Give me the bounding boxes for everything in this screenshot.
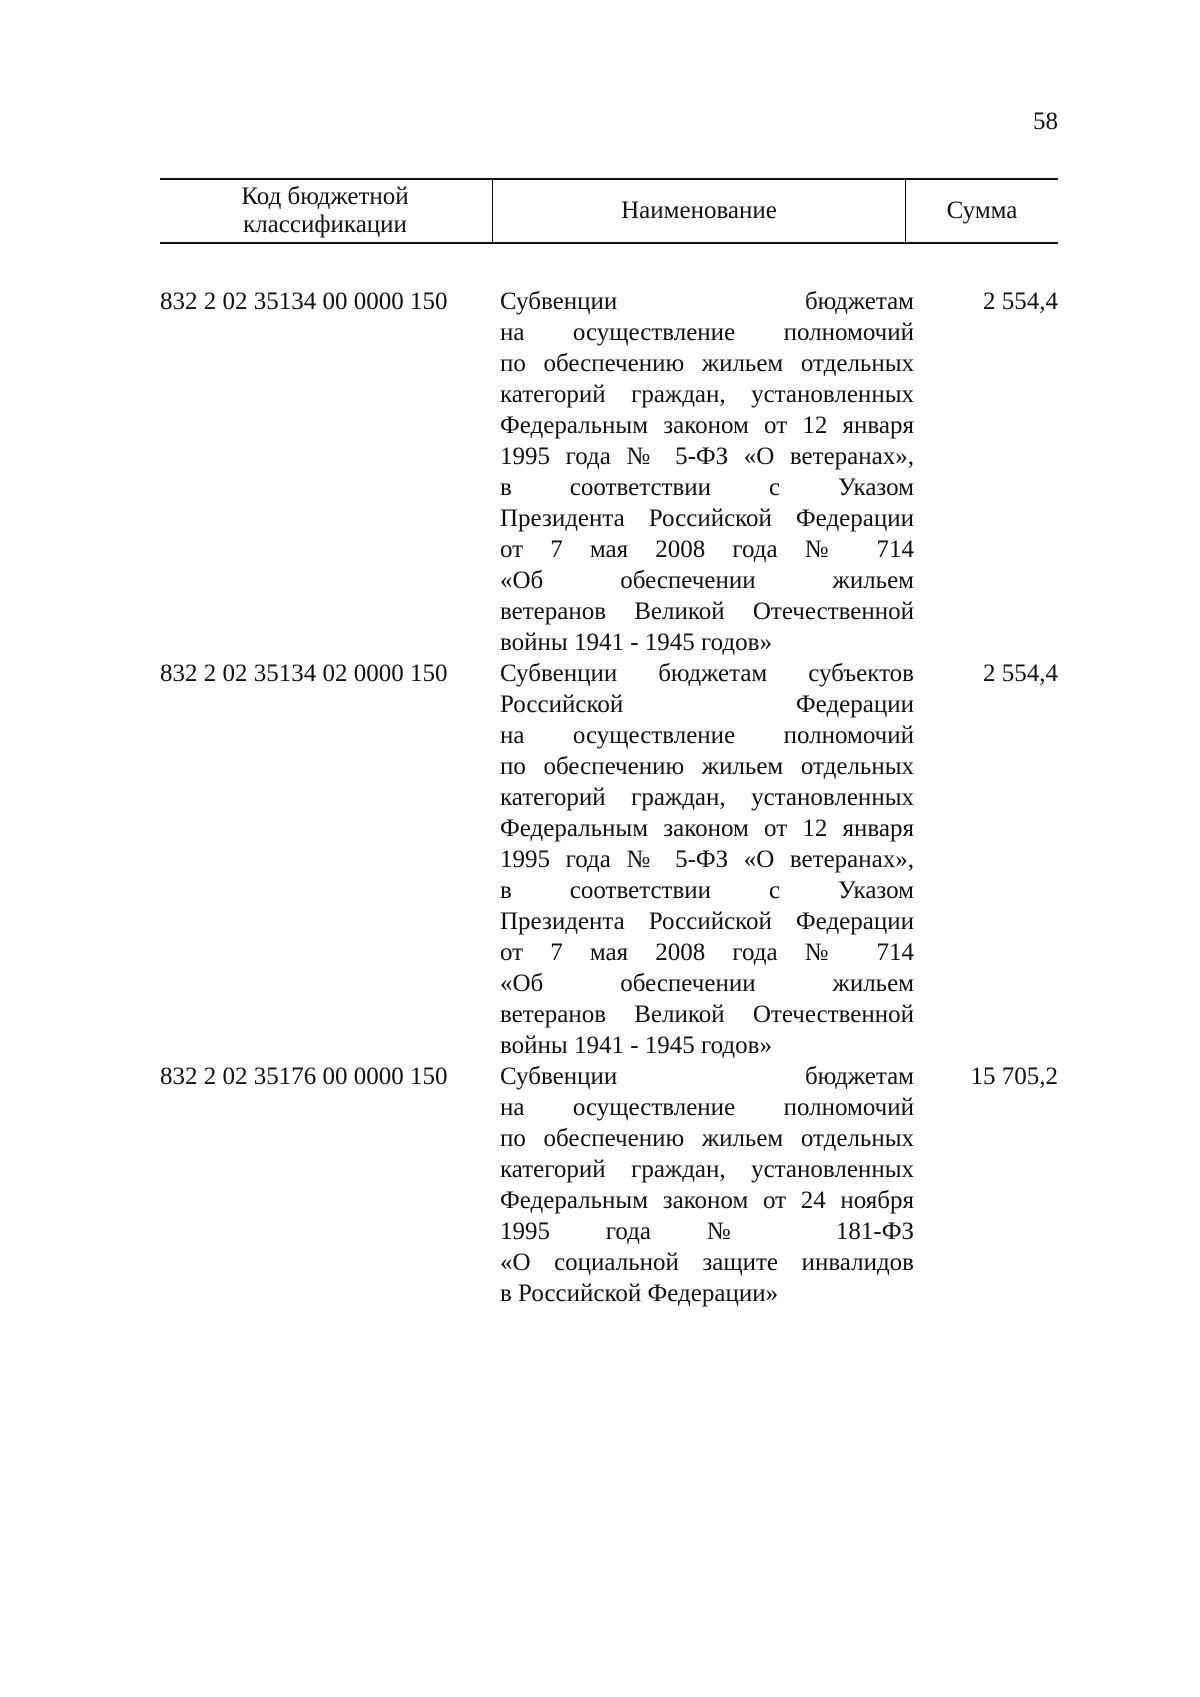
item-name-line: категорий граждан, установленных xyxy=(500,1156,914,1183)
item-name-line: 1995 года № 5-ФЗ «О ветеранах», xyxy=(500,443,914,470)
header-code: Код бюджетной классификации xyxy=(241,183,409,238)
item-name xyxy=(500,1061,914,1309)
item-name-line: «О социальной защите инвалидов xyxy=(500,1249,914,1276)
item-name-line: 1995 года № 5-ФЗ «О ветеранах», xyxy=(500,846,914,873)
item-name-line: по обеспечению жильем отдельных xyxy=(500,1125,914,1152)
item-name-line: 1995 года № 181-ФЗ xyxy=(500,1218,914,1245)
item-name-line: «Об обеспечении жильем xyxy=(500,970,914,997)
item-name-line: Федеральным законом от 12 января xyxy=(500,815,914,842)
item-name-line: Федеральным законом от 24 ноября xyxy=(500,1187,914,1214)
item-name-line: по обеспечению жильем отдельных xyxy=(500,350,914,377)
header-sum: Сумма xyxy=(946,197,1018,224)
item-name-line: на осуществление полномочий xyxy=(500,722,914,749)
item-name-line: Субвенции бюджетам субъектов xyxy=(500,660,914,687)
item-name-line: в соответствии с Указом xyxy=(500,474,914,501)
item-name-line: Субвенции бюджетам xyxy=(500,288,914,315)
table-row xyxy=(160,658,1058,1061)
item-name-line: Субвенции бюджетам xyxy=(500,1063,914,1090)
item-name-line: Федеральным законом от 12 января xyxy=(500,412,914,439)
item-name-line: ветеранов Великой Отечественной xyxy=(500,1001,914,1028)
page-number: 58 xyxy=(1033,108,1058,135)
table-body xyxy=(160,286,1058,1309)
item-name-line: на осуществление полномочий xyxy=(500,1094,914,1121)
item-name-line: от 7 мая 2008 года № 714 xyxy=(500,939,914,966)
item-name-line: категорий граждан, установленных xyxy=(500,784,914,811)
item-name-line: Российской Федерации xyxy=(500,691,914,718)
item-name-line: Президента Российской Федерации xyxy=(500,908,914,935)
item-name-line: войны 1941 - 1945 годов» xyxy=(500,1032,772,1059)
item-name-line: войны 1941 - 1945 годов» xyxy=(500,629,772,656)
item-name-line: ветеранов Великой Отечественной xyxy=(500,598,914,625)
item-name-line: по обеспечению жильем отдельных xyxy=(500,753,914,780)
budget-code: 832 2 02 35134 02 0000 150 xyxy=(160,660,448,687)
budget-code: 832 2 02 35176 00 0000 150 xyxy=(160,1063,448,1090)
item-name-line: на осуществление полномочий xyxy=(500,319,914,346)
table-header xyxy=(160,178,1058,244)
item-name xyxy=(500,658,914,1061)
item-name-line: Президента Российской Федерации xyxy=(500,505,914,532)
item-name-line: в Российской Федерации» xyxy=(500,1280,779,1307)
item-sum: 15 705,2 xyxy=(970,1063,1058,1090)
item-name-line: «Об обеспечении жильем xyxy=(500,567,914,594)
item-name-line: категорий граждан, установленных xyxy=(500,381,914,408)
table-row xyxy=(160,1061,1058,1309)
budget-code: 832 2 02 35134 00 0000 150 xyxy=(160,288,448,315)
item-sum: 2 554,4 xyxy=(983,660,1058,687)
table-row xyxy=(160,286,1058,658)
item-sum: 2 554,4 xyxy=(983,288,1058,315)
item-name xyxy=(500,286,914,658)
item-name-line: в соответствии с Указом xyxy=(500,877,914,904)
header-name: Наименование xyxy=(492,180,906,242)
item-name-line: от 7 мая 2008 года № 714 xyxy=(500,536,914,563)
